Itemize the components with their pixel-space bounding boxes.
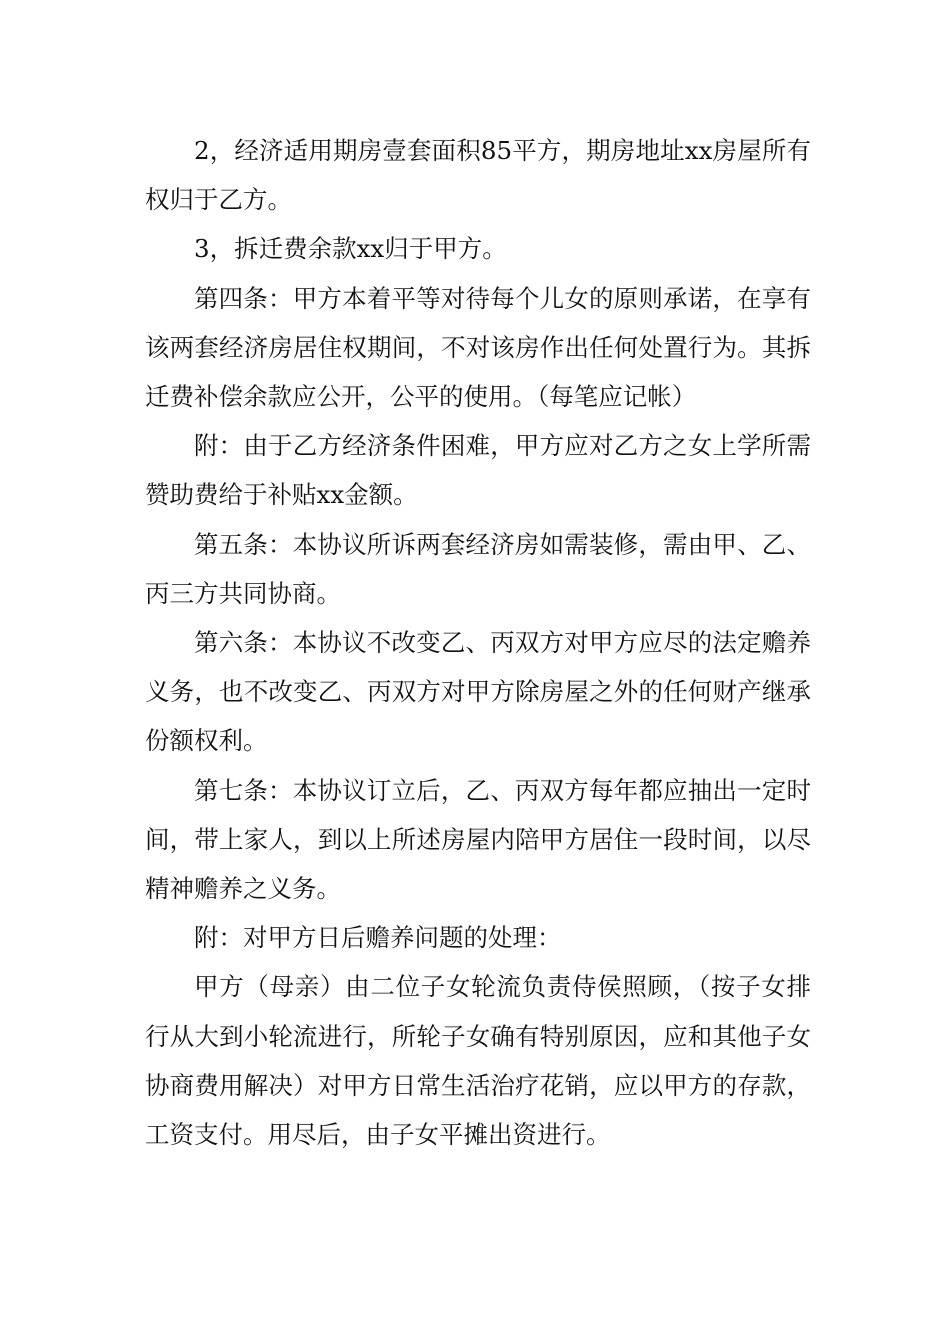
paragraph-article-7: 第七条：本协议订立后，乙、丙双方每年都应抽出一定时间，带上家人，到以上所述房屋内陪甲方居住一段时间，以尽精神赡养之义务。 [145, 775, 811, 904]
paragraph-item-3-relocation-fee: 3，拆迁费余款xx归于甲方。 [194, 234, 507, 264]
paragraph-appendix-subsidy: 附：由于乙方经济条件困难，甲方应对乙方之女上学所需赞助费给于补贴xx金额。 [145, 431, 811, 510]
paragraph-appendix-support-details: 甲方（母亲）由二位子女轮流负责侍侯照顾，（按子女排行从大到小轮流进行，所轮子女确有特别原因，应和其他子女协商费用解决）对甲方日常生活治疗花销，应以甲方的存款，工资支付。用尽后，由子女平摊出资进行。 [145, 972, 811, 1150]
paragraph-article-5: 第五条：本协议所诉两套经济房如需装修，需由甲、乙、丙三方共同协商。 [145, 529, 811, 608]
paragraph-appendix-support-heading: 附：对甲方日后赡养问题的处理： [194, 923, 562, 953]
paragraph-article-6: 第六条：本协议不改变乙、丙双方对甲方应尽的法定赡养义务，也不改变乙、丙双方对甲方除房屋之外的任何财产继承份额权利。 [145, 628, 811, 756]
paragraph-item-2-ownership: 2，经济适用期房壹套面积85平方，期房地址xx房屋所有权归于乙方。 [145, 136, 811, 215]
document-body [145, 126, 811, 1159]
paragraph-article-4: 第四条：甲方本着平等对待每个儿女的原则承诺，在享有该两套经济房居住权期间，不对该房作出任何处置行为。其拆迁费补偿余款应公开，公平的使用。（每笔应记帐） [145, 283, 811, 412]
